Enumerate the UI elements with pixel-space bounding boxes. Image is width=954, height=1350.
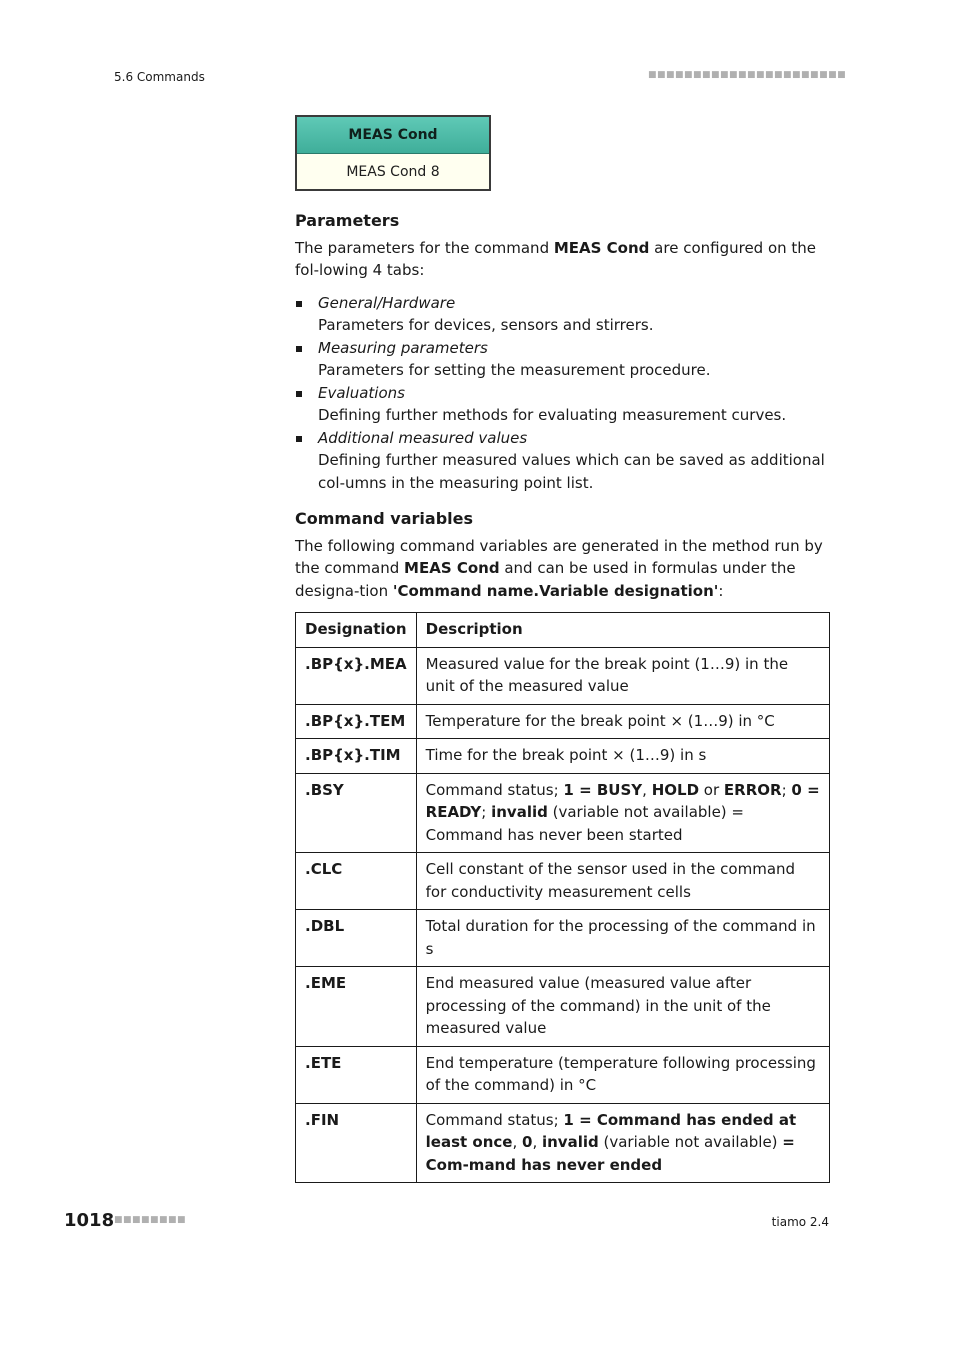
intro-text: are configured on the fol-lowing 4 tabs: — [295, 238, 817, 279]
variable-description — [416, 704, 829, 739]
list-item-title: Additional measured values — [318, 428, 528, 447]
list-item-title: General/Hardware — [318, 293, 456, 312]
description-segment: Command status; — [425, 1110, 564, 1129]
list-item-description: Parameters for devices, sensors and stirrers. — [318, 316, 654, 334]
description-segment: Cell constant of the sensor used in the command for conductivity measurement cells — [425, 860, 796, 901]
table-row — [296, 773, 830, 853]
description-segment: Total duration for the processing of the command in s — [425, 917, 816, 958]
intro-designation: 'Command name.Variable designation' — [392, 581, 719, 600]
variable-description — [416, 773, 829, 853]
variable-designation: .BP{x}.TIM — [296, 739, 417, 774]
footer-product: tiamo 2.4 — [771, 1215, 829, 1229]
column-header-description: Description — [416, 613, 829, 648]
description-segment: , — [512, 1133, 522, 1151]
table-row — [296, 1046, 830, 1103]
description-segment: ; — [781, 780, 792, 799]
description-segment: = Com-mand has never ended — [425, 1133, 795, 1174]
variable-description — [416, 1103, 829, 1183]
description-segment: or — [699, 780, 724, 799]
description-segment: End measured value (measured value after processing of the command) in the unit of the measured value — [425, 974, 771, 1037]
description-segment: ; — [481, 803, 492, 821]
description-segment: Command status; — [425, 780, 564, 799]
description-segment: , — [642, 780, 652, 799]
variable-designation: .BP{x}.MEA — [296, 647, 417, 704]
variable-designation: .FIN — [296, 1103, 417, 1183]
page-number: 1018 — [64, 1210, 115, 1231]
intro-text: : — [718, 581, 724, 600]
variable-description — [416, 967, 829, 1047]
intro-command: MEAS Cond — [404, 559, 500, 577]
table-row — [296, 967, 830, 1047]
table-header-row — [296, 613, 830, 648]
variable-description — [416, 739, 829, 774]
table-row — [296, 704, 830, 739]
header-decoration: ■■■■■■■■■■■■■■■■■■■■■■ — [648, 70, 847, 80]
parameters-intro — [295, 237, 830, 282]
command-box-title: MEAS Cond — [297, 117, 489, 154]
main-content — [295, 210, 830, 1183]
description-segment: HOLD — [651, 780, 700, 799]
running-header-section: 5.6 Commands — [114, 70, 205, 84]
list-item-title: Evaluations — [318, 383, 405, 402]
list-item-title: Measuring parameters — [318, 338, 488, 357]
description-segment: 1 = BUSY — [563, 780, 643, 799]
variable-designation: .BSY — [296, 773, 417, 853]
command-box-subtitle: MEAS Cond 8 — [346, 164, 440, 180]
description-segment: invalid — [491, 803, 548, 821]
parameters-heading: Parameters — [295, 211, 400, 230]
intro-text: The following command variables are generated in the method run by the command — [295, 536, 823, 577]
intro-text: The parameters for the command — [295, 238, 554, 257]
variable-designation: .DBL — [296, 910, 417, 967]
list-item — [295, 427, 830, 495]
variable-description — [416, 1046, 829, 1103]
description-segment: 0 — [522, 1133, 533, 1151]
variable-designation: .CLC — [296, 853, 417, 910]
description-segment: Measured value for the break point (1…9) in the unit of the measured value — [425, 654, 789, 695]
table-row — [296, 853, 830, 910]
variable-designation: .ETE — [296, 1046, 417, 1103]
table-row — [296, 910, 830, 967]
variable-description — [416, 910, 829, 967]
command-variables-intro — [295, 535, 830, 603]
variable-designation: .EME — [296, 967, 417, 1047]
list-item-description: Defining further methods for evaluating measurement curves. — [318, 406, 787, 424]
intro-text: and can be used in formulas under the designa-tion — [295, 559, 796, 600]
list-item — [295, 292, 830, 337]
variable-description — [416, 647, 829, 704]
description-segment: 1 = Command has ended at least once — [425, 1110, 797, 1151]
variable-description — [416, 853, 829, 910]
parameter-tabs-list — [295, 292, 830, 495]
variable-designation: .BP{x}.TEM — [296, 704, 417, 739]
description-segment: ERROR — [723, 780, 782, 799]
description-segment: (variable not available) — [598, 1133, 783, 1151]
intro-command: MEAS Cond — [553, 238, 650, 257]
command-variables-heading: Command variables — [295, 509, 473, 528]
footer-decoration: ■■■■■■■■ — [114, 1215, 187, 1225]
list-item — [295, 382, 830, 427]
list-item-description: Parameters for setting the measurement procedure. — [318, 361, 711, 379]
description-segment: 0 = READY — [425, 780, 820, 821]
description-segment: Time for the break point × (1…9) in s — [425, 746, 707, 764]
description-segment: End temperature (temperature following processing of the command) in °C — [425, 1053, 816, 1094]
command-box — [295, 115, 491, 191]
description-segment: invalid — [541, 1133, 599, 1151]
list-item — [295, 337, 830, 382]
table-row — [296, 647, 830, 704]
column-header-designation: Designation — [296, 613, 417, 648]
description-segment: , — [532, 1133, 542, 1151]
description-segment: (variable not available) = Command has never been started — [425, 803, 744, 844]
description-segment: Temperature for the break point × (1…9) in °C — [425, 711, 775, 730]
table-row — [296, 739, 830, 774]
table-row — [296, 1103, 830, 1183]
command-variables-table — [295, 612, 830, 1183]
list-item-description: Defining further measured values which can be saved as additional col-umns in the measuring point list. — [318, 451, 825, 492]
